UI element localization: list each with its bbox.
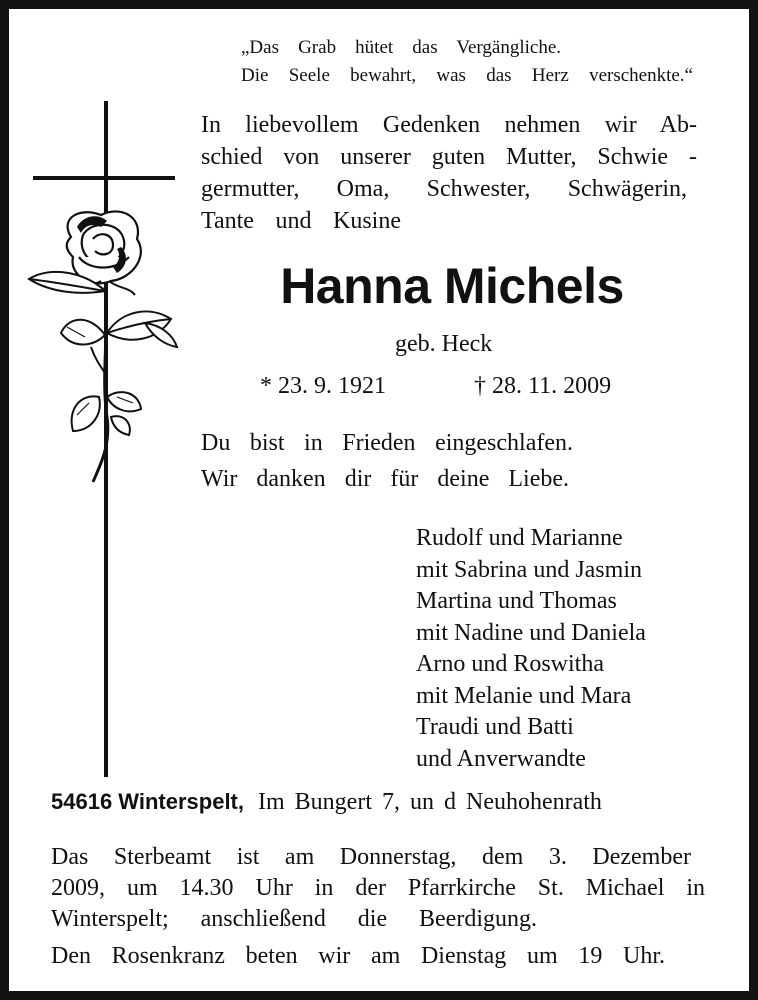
intro-line: germutter, Oma, Schwester, Schwägerin, bbox=[201, 176, 687, 202]
quote-line: „Das Grab hütet das Vergängliche. bbox=[241, 37, 561, 58]
deceased-name: Hanna Michels bbox=[280, 258, 624, 314]
service-line: Das Sterbeamt ist am Donnerstag, dem 3. Dezember bbox=[51, 844, 691, 870]
address-street: Im Bungert 7, un d Neuhohenrath bbox=[258, 789, 602, 815]
intro-line: Tante und Kusine bbox=[201, 208, 401, 234]
family-member-line: mit Nadine und Daniela bbox=[416, 619, 646, 646]
service-info bbox=[51, 842, 705, 935]
cross-with-rose-icon bbox=[21, 97, 181, 787]
service-line: Winterspelt; anschließend die Beerdigung. bbox=[51, 906, 537, 932]
rosary-line: Den Rosenkranz beten wir am Dienstag um 19 Uhr. bbox=[51, 943, 665, 969]
intro-paragraph bbox=[201, 109, 697, 237]
family-member-line: und Anverwandte bbox=[416, 745, 586, 772]
intro-line: schied von unserer guten Mutter, Schwie - bbox=[201, 144, 697, 170]
death-date: † 28. 11. 2009 bbox=[474, 373, 612, 399]
address-place: 54616 Winterspelt, bbox=[51, 789, 244, 814]
verse bbox=[201, 425, 573, 497]
verse-line: Du bist in Frieden eingeschlafen. bbox=[201, 430, 573, 456]
family-member-line: Martina und Thomas bbox=[416, 588, 617, 614]
birth-date: * 23. 9. 1921 bbox=[260, 373, 386, 399]
maiden-name: geb. Heck bbox=[395, 331, 493, 357]
quote-line: Die Seele bewahrt, was das Herz verschenkte.“ bbox=[241, 65, 693, 86]
verse-line: Wir danken dir für deine Liebe. bbox=[201, 466, 569, 492]
address bbox=[51, 789, 663, 816]
epigraph-quote bbox=[241, 34, 693, 90]
family-member-line: Traudi und Batti bbox=[416, 714, 574, 740]
family-member-line: mit Melanie und Mara bbox=[416, 682, 632, 709]
family-member-line: Rudolf und Marianne bbox=[416, 525, 623, 551]
service-line: 2009, um 14.30 Uhr in der Pfarrkirche St. Michael in bbox=[51, 875, 705, 901]
rosary-info bbox=[51, 943, 665, 970]
family-member-line: mit Sabrina und Jasmin bbox=[416, 556, 642, 583]
intro-line: In liebevollem Gedenken nehmen wir Ab- bbox=[201, 112, 697, 138]
family-list bbox=[416, 523, 646, 775]
family-member-line: Arno und Roswitha bbox=[416, 651, 604, 677]
